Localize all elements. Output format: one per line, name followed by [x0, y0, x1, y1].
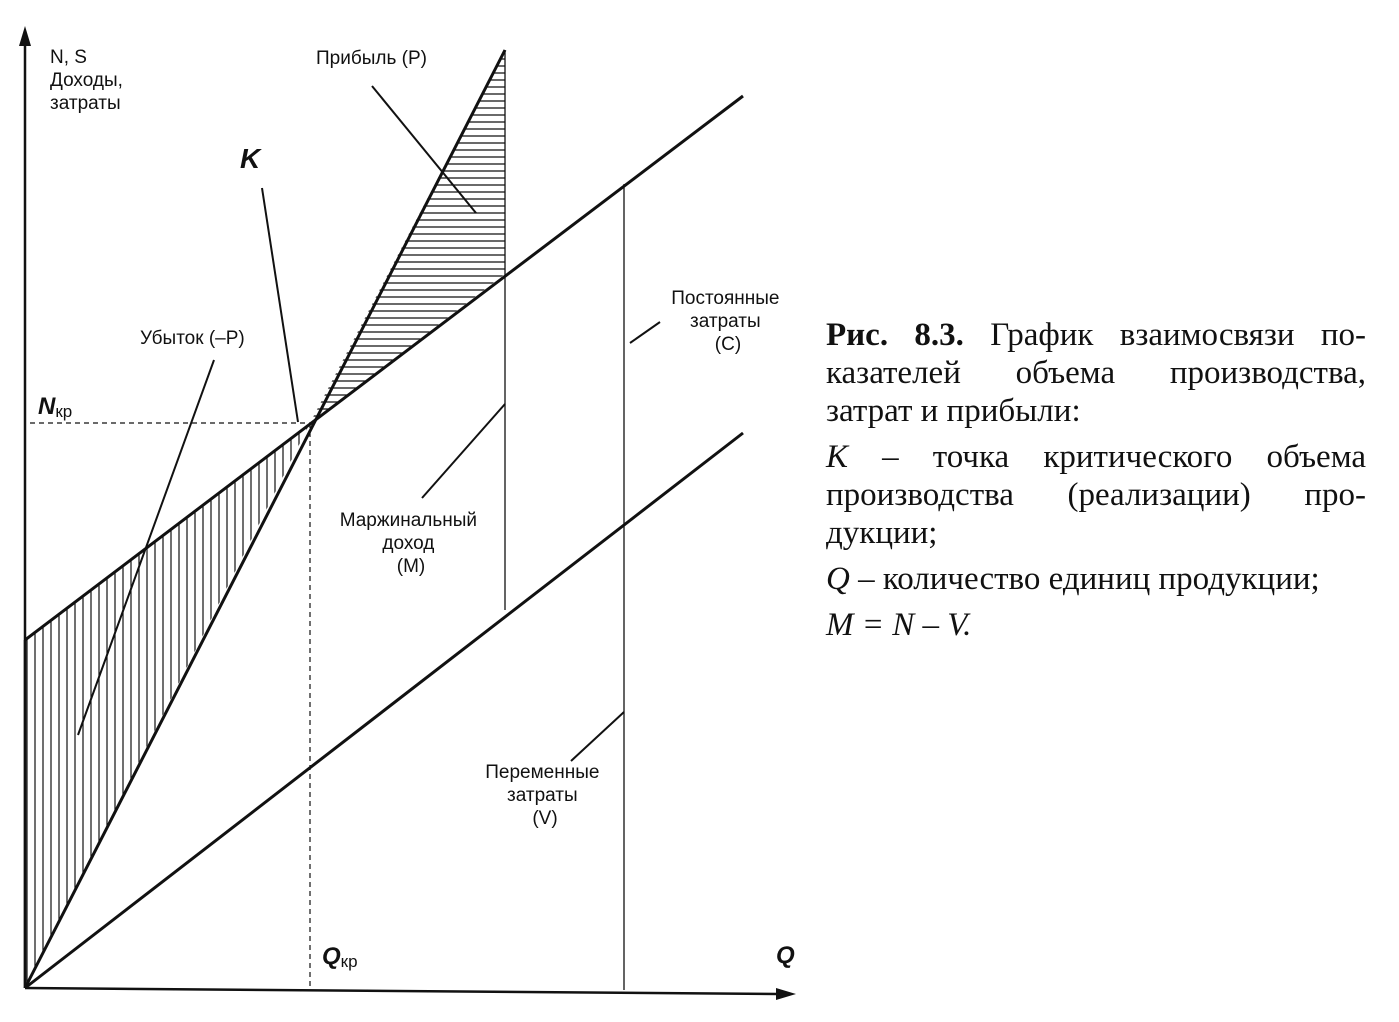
- figure-caption: [826, 316, 1366, 652]
- loss-pointer: [78, 360, 214, 735]
- caption-title: [826, 316, 1366, 430]
- y-axis-label: N, S Доходы, затраты: [50, 47, 123, 114]
- loss-label: Убыток (–P): [140, 328, 245, 349]
- figure-number: Рис. 8.3.: [826, 317, 964, 353]
- total-cost-line: [25, 96, 743, 640]
- caption-formula: M = N – V.: [826, 607, 972, 643]
- n-critical-label: Nкр: [38, 393, 73, 421]
- x-axis-label: Q: [776, 942, 795, 969]
- profit-label: Прибыль (P): [316, 48, 427, 69]
- fixed-costs-label: Постоянные затраты (C): [671, 288, 780, 355]
- x-axis: [25, 988, 778, 994]
- k-definition-text: – точка критического объема производства (реализации) продукции;: [826, 439, 1367, 551]
- margin-pointer: [422, 404, 505, 498]
- caption-k-definition: [826, 438, 1366, 552]
- fixed-cost-pointer: [630, 322, 660, 343]
- k-pointer: [262, 188, 298, 422]
- k-symbol: K: [826, 439, 849, 475]
- point-k-label: K: [240, 143, 261, 174]
- q-definition-text: – количество единиц продукции;: [858, 561, 1320, 597]
- margin-income-label: Маржинальный доход (M): [339, 510, 478, 577]
- y-axis-arrow-icon: [19, 26, 31, 46]
- caption-title-text: График взаимосвязи показателей объема производства, затрат и прибыли:: [826, 317, 1366, 429]
- q-symbol: Q: [826, 561, 850, 597]
- x-axis-arrow-icon: [776, 988, 796, 1000]
- variable-costs-label: Переменные затраты (V): [485, 762, 600, 829]
- profit-area-hatching: [300, 52, 510, 416]
- q-critical-label: Qкр: [322, 943, 358, 971]
- caption-q-definition: [826, 560, 1366, 598]
- variable-cost-pointer: [571, 712, 624, 761]
